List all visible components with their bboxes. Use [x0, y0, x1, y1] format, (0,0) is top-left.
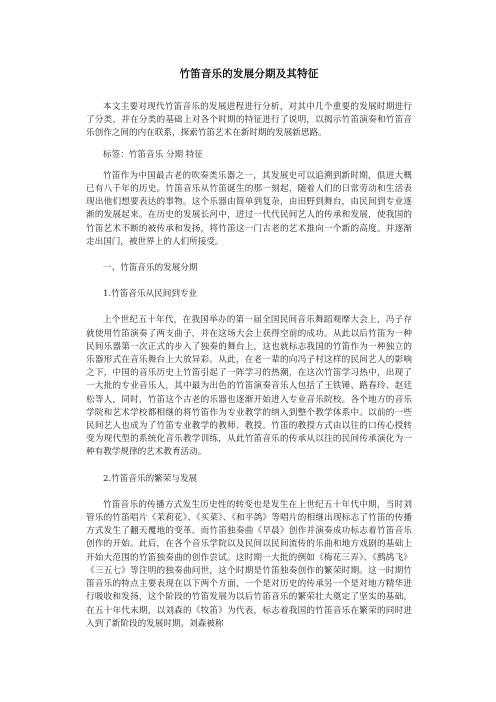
abstract-paragraph: 本文主要对现代竹笛音乐的发展进程进行分析，对其中几个重要的发展时期进行了分类，并在分类的基础上对各个时期的特征进行了说明，以揭示竹笛演奏和竹笛音乐创作之间的内在联系，探索竹笛艺术在新时期的发展新思路。	[86, 102, 412, 139]
section-heading: 一、竹笛音乐的发展分期	[103, 263, 198, 274]
subsection-body-2: 竹笛音乐的传播方式发生历史性的转变也是发生在上世纪五十年代中期，当时刘管乐的竹笛唱片《茉莉花》、《买菜》、《和平鸽》等唱片的相继出现标志了竹笛的传播方式发生了翻天覆地的变革。而竹笛独奏曲《早晨》创作并演奏成功标志着竹笛音乐创作的开始。此后，在各个音乐学院以及民间以民间流传的乐曲和地方戏剧的基础上开始大范围的竹笛独奏曲的创作尝试。这时期一大批的例如《梅花三弄》、《鹧鸪飞》《三五七》等注明的独奏曲问世，这个时期是竹笛独奏创作的繁荣时期。这一时期竹笛音乐的特点主要表现在以下两个方面，一个是对历史的传承另一个是对地方精华进行吸收和发扬，这个阶段的竹笛发展为以后竹笛音乐的繁荣壮大奠定了坚实的基础。在五十年代末期，以刘森的《牧笛》为代表，标志着我国的竹笛音乐在繁荣的同时进入到了新阶段的发展时期。刘森被称	[86, 499, 412, 629]
intro-paragraph: 竹笛作为中国最古老的吹奏类乐器之一，其发展史可以追溯到新时期，俱进大概已有八千年的历史。竹笛音乐从竹笛诞生的那一刻起，随着人们的日常劳动和生活表现出他们想要表达的事物。这个乐器由简单到复杂，由田野到舞台，由民间到专业逐渐的发展起来。在历史的发展长河中，进过一代代民间艺人的传承和发展，使我国的竹笛艺术不断的被传承和发扬，将竹笛这一门古老的艺术推向一个新的高度。并逐渐走出国门，被世界上的人们所接受。	[86, 170, 412, 247]
document-title: 竹笛音乐的发展分期及其特征	[179, 68, 319, 80]
subsection-body-1: 上个世纪五十年代，在我国举办的第一届全国民间音乐舞蹈观摩大会上，冯子存就使用竹笛演奏了两支曲子，并在这场大会上获得空前的成功。从此以后竹笛为一种民间乐器第一次正式的步入了独奏的舞台上，这也就标志我国的竹笛作为一种独立的乐器形式在音乐舞台上大放异彩。从此，在老一辈的向冯子村这样的民间艺人的影响之下，中国的音乐历史上竹笛引起了一阵学习的热潮，在这次竹笛学习热中，出现了一大批的专业音乐人，其中最为出色的竹笛演奏音乐人包括了王铁锤、路春玲、赵廷松等人，同时，竹笛这个古老的乐器也逐渐开始进入专业音乐院校。各个地方的音乐学院和艺术学校都相继的将竹笛作为专业教学的纳入到整个教学体系中。以前的一些民间艺人也成为了竹笛专业教学的教师、教授。竹笛的教授方式由以往的口传心授转变为现代型的系统化音乐教学训练，从此竹笛音乐的传承从以往的民间传承演化为一种有教学规律的艺术教育活动。	[86, 315, 412, 458]
subsection-heading-1: 1.竹笛音乐从民间到专业	[103, 289, 198, 300]
subsection-heading-2: 2.竹笛音乐的繁荣与发展	[103, 473, 198, 484]
keywords-line: 标签：竹笛音乐 分期 特征	[103, 149, 203, 160]
